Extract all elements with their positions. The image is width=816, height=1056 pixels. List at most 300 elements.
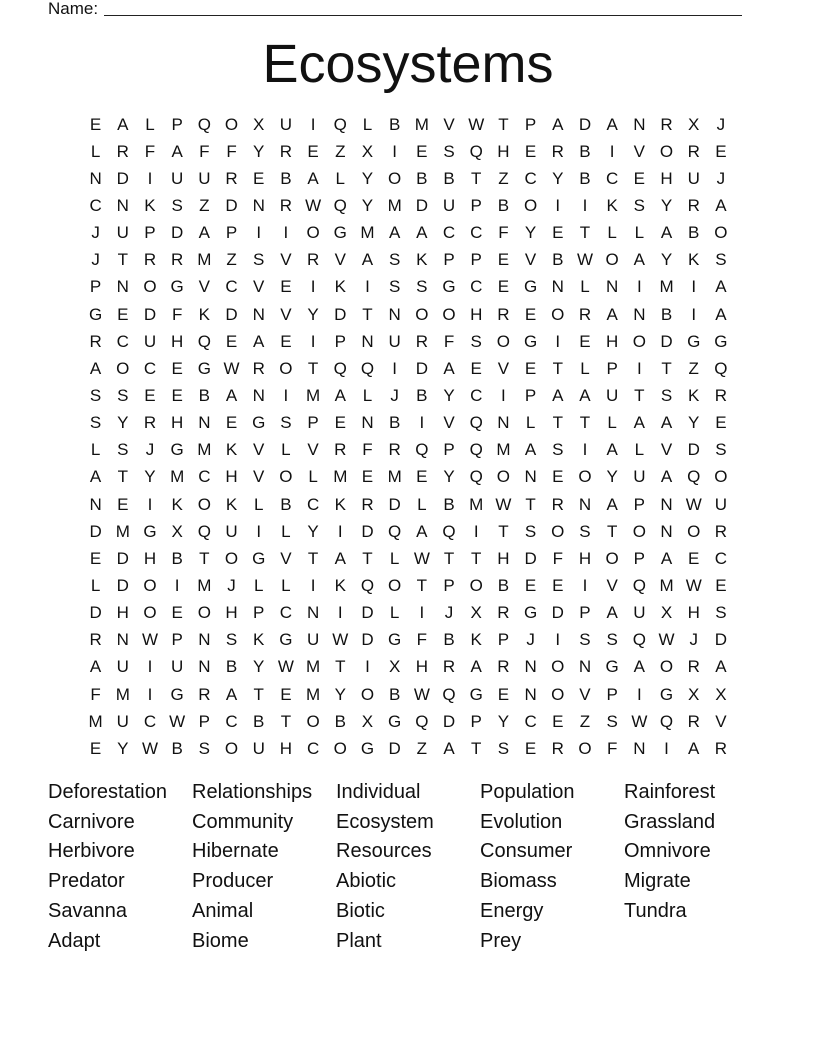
grid-letter: N	[660, 494, 673, 514]
grid-letter: P	[606, 358, 618, 378]
grid-letter: E	[171, 385, 183, 405]
grid-row	[82, 382, 735, 409]
grid-letter: W	[141, 630, 158, 650]
grid-letter: B	[416, 168, 428, 188]
grid-letter: G	[523, 603, 538, 623]
grid-letter: N	[524, 684, 537, 704]
grid-letter: O	[523, 195, 538, 215]
grid-letter: I	[147, 168, 153, 188]
grid-letter: P	[633, 494, 646, 514]
grid-letter: C	[143, 711, 157, 731]
grid-letter: X	[361, 141, 374, 161]
grid-letter: Y	[253, 141, 265, 161]
grid-letter: A	[606, 603, 618, 623]
grid-letter: V	[524, 250, 537, 270]
grid-letter: D	[171, 223, 184, 243]
word-list-item: Tundra	[624, 899, 687, 922]
grid-letter: P	[171, 630, 183, 650]
grid-letter: A	[552, 114, 564, 134]
grid-letter: A	[660, 548, 673, 568]
grid-letter: A	[633, 250, 646, 270]
grid-letter: D	[225, 195, 238, 215]
grid-letter: S	[253, 250, 265, 270]
grid-letter: L	[417, 494, 427, 514]
grid-letter: U	[198, 168, 211, 188]
grid-letter: K	[225, 494, 238, 514]
grid-letter: R	[687, 711, 700, 731]
grid-letter: I	[337, 603, 343, 623]
grid-letter: T	[525, 494, 536, 514]
grid-letter: A	[552, 385, 564, 405]
grid-letter: E	[524, 304, 537, 324]
grid-letter: L	[580, 277, 590, 297]
grid-letter: O	[279, 467, 293, 487]
grid-letter: E	[715, 413, 727, 433]
grid-letter: E	[89, 114, 102, 134]
grid-letter: Y	[144, 467, 156, 487]
grid-letter: Q	[714, 358, 728, 378]
grid-letter: H	[660, 168, 673, 188]
grid-letter: C	[524, 168, 537, 188]
grid-letter: I	[555, 195, 561, 215]
grid-letter: X	[171, 521, 183, 541]
word-list-item: Individual	[336, 781, 421, 803]
grid-letter: J	[91, 250, 100, 270]
grid-letter: C	[225, 277, 238, 297]
grid-letter: D	[89, 603, 102, 623]
grid-letter: W	[685, 494, 702, 514]
grid-letter: P	[633, 548, 646, 568]
grid-letter: I	[283, 223, 289, 243]
grid-letter: B	[388, 114, 401, 134]
grid-letter: Y	[253, 657, 265, 677]
grid-letter: R	[143, 413, 157, 433]
grid-letter: R	[660, 114, 673, 134]
grid-letter: L	[90, 575, 101, 595]
grid-letter: W	[413, 684, 430, 704]
word-list-item: Biome	[192, 929, 249, 952]
word-list-item: Biotic	[336, 899, 385, 922]
grid-letter: P	[334, 331, 346, 351]
grid-letter: Q	[333, 358, 347, 378]
grid-letter: E	[633, 168, 646, 188]
grid-letter: B	[388, 684, 401, 704]
grid-letter: N	[198, 413, 211, 433]
grid-letter: S	[552, 440, 564, 460]
grid-letter: L	[253, 575, 264, 595]
grid-letter: J	[390, 385, 399, 405]
grid-letter: L	[580, 358, 590, 378]
grid-letter: C	[524, 711, 537, 731]
grid-letter: E	[552, 711, 564, 731]
grid-letter: I	[147, 494, 153, 514]
grid-letter: L	[525, 413, 536, 433]
grid-letter: E	[579, 331, 591, 351]
grid-letter: I	[555, 630, 561, 650]
grid-letter: I	[256, 521, 262, 541]
grid-letter: E	[470, 358, 482, 378]
grid-letter: A	[416, 223, 428, 243]
grid-letter: Y	[117, 413, 129, 433]
word-list-item: Evolution	[480, 810, 563, 833]
grid-letter: Q	[415, 711, 429, 731]
grid-letter: W	[141, 738, 158, 758]
grid-letter: I	[392, 141, 398, 161]
page-title: Ecosystems	[262, 34, 554, 94]
grid-letter: T	[498, 521, 509, 541]
grid-row	[82, 572, 735, 599]
grid-row	[82, 111, 735, 138]
grid-letter: G	[523, 331, 538, 351]
grid-letter: A	[633, 657, 646, 677]
grid-letter: N	[198, 657, 211, 677]
grid-letter: B	[443, 168, 455, 188]
grid-letter: L	[607, 413, 617, 433]
grid-letter: B	[171, 738, 183, 758]
grid-letter: T	[117, 250, 128, 270]
grid-letter: I	[664, 738, 669, 758]
grid-letter: K	[198, 304, 211, 324]
grid-letter: P	[171, 114, 183, 134]
grid-letter: H	[279, 738, 293, 758]
grid-letter: M	[88, 711, 103, 731]
grid-letter: A	[579, 385, 591, 405]
grid-letter: S	[524, 521, 537, 541]
grid-letter: A	[633, 413, 646, 433]
grid-row	[82, 491, 735, 518]
grid-letter: D	[388, 494, 401, 514]
grid-letter: S	[171, 195, 183, 215]
grid-letter: Q	[360, 358, 375, 378]
grid-letter: Q	[442, 521, 456, 541]
grid-letter: C	[143, 358, 157, 378]
word-list-item: Plant	[336, 929, 382, 952]
grid-letter: E	[688, 548, 700, 568]
grid-letter: S	[280, 413, 292, 433]
grid-letter: E	[497, 250, 510, 270]
grid-letter: W	[576, 250, 593, 270]
grid-letter: N	[524, 467, 537, 487]
grid-letter: L	[90, 141, 101, 161]
grid-letter: Z	[498, 168, 509, 188]
grid-letter: Q	[333, 195, 347, 215]
grid-letter: K	[688, 250, 700, 270]
grid-letter: D	[660, 331, 673, 351]
grid-letter: O	[415, 304, 429, 324]
grid-letter: H	[171, 413, 184, 433]
grid-letter: C	[116, 331, 129, 351]
grid-letter: O	[551, 521, 565, 541]
grid-letter: E	[117, 304, 129, 324]
grid-letter: A	[334, 548, 346, 568]
grid-letter: I	[609, 141, 615, 161]
grid-letter: G	[360, 738, 375, 758]
grid-letter: I	[283, 385, 289, 405]
grid-letter: Y	[443, 467, 455, 487]
grid-letter: G	[333, 223, 347, 243]
grid-letter: R	[171, 250, 184, 270]
grid-letter: T	[606, 521, 618, 541]
grid-letter: O	[469, 575, 483, 595]
grid-letter: Q	[632, 630, 646, 650]
grid-letter: D	[442, 711, 456, 731]
grid-letter: P	[470, 250, 482, 270]
grid-letter: N	[252, 304, 265, 324]
grid-row	[82, 328, 735, 355]
grid-letter: Q	[469, 141, 483, 161]
grid-letter: G	[143, 521, 157, 541]
grid-letter: E	[497, 684, 510, 704]
grid-letter: A	[606, 114, 618, 134]
grid-letter: B	[579, 141, 591, 161]
grid-letter: Q	[659, 711, 674, 731]
grid-letter: E	[361, 467, 374, 487]
grid-letter: S	[715, 603, 727, 623]
grid-letter: G	[605, 657, 619, 677]
grid-letter: T	[579, 223, 591, 243]
grid-letter: U	[252, 738, 265, 758]
grid-letter: O	[659, 657, 674, 677]
grid-letter: U	[171, 168, 184, 188]
grid-letter: W	[495, 494, 512, 514]
grid-letter: A	[715, 657, 727, 677]
grid-letter: W	[169, 711, 186, 731]
grid-letter: I	[636, 684, 642, 704]
grid-letter: O	[714, 467, 728, 487]
grid-letter: V	[443, 413, 455, 433]
grid-letter: O	[197, 494, 211, 514]
grid-letter: N	[497, 413, 510, 433]
grid-letter: O	[224, 738, 239, 758]
grid-letter: N	[252, 385, 265, 405]
grid-letter: O	[333, 738, 347, 758]
grid-letter: E	[524, 358, 537, 378]
grid-letter: F	[171, 304, 183, 324]
grid-letter: N	[89, 168, 102, 188]
grid-letter: G	[523, 277, 538, 297]
grid-letter: A	[117, 114, 129, 134]
grid-letter: M	[387, 195, 402, 215]
grid-letter: D	[116, 168, 129, 188]
grid-letter: H	[171, 331, 184, 351]
grid-letter: R	[551, 494, 564, 514]
grid-letter: I	[636, 358, 642, 378]
grid-letter: A	[688, 738, 700, 758]
grid-letter: N	[578, 657, 592, 677]
word-list-item: Predator	[48, 870, 125, 893]
grid-letter: T	[579, 413, 591, 433]
grid-letter: Q	[388, 521, 402, 541]
grid-letter: Y	[117, 738, 129, 758]
grid-letter: L	[335, 168, 346, 188]
grid-letter: H	[415, 657, 428, 677]
grid-letter: O	[551, 657, 565, 677]
grid-letter: R	[361, 494, 374, 514]
name-line	[104, 15, 742, 16]
grid-letter: N	[116, 630, 129, 650]
grid-letter: M	[306, 385, 321, 405]
word-list-item: Savanna	[48, 899, 127, 922]
grid-letter: R	[714, 738, 728, 758]
grid-letter: H	[578, 548, 592, 568]
grid-letter: Z	[688, 358, 699, 378]
grid-letter: R	[551, 141, 564, 161]
grid-letter: E	[524, 575, 537, 595]
grid-letter: N	[551, 277, 564, 297]
grid-letter: T	[362, 304, 373, 324]
grid-row	[82, 600, 735, 627]
grid-letter: G	[388, 630, 402, 650]
grid-letter: R	[89, 331, 102, 351]
grid-row	[82, 355, 735, 382]
grid-letter: E	[225, 331, 238, 351]
grid-letter: Z	[335, 141, 346, 161]
grid-letter: P	[443, 250, 455, 270]
grid-letter: I	[419, 603, 425, 623]
grid-letter: A	[307, 168, 319, 188]
grid-letter: D	[388, 738, 401, 758]
grid-letter: P	[470, 711, 482, 731]
grid-letter: D	[361, 521, 374, 541]
grid-letter: E	[171, 603, 183, 623]
grid-letter: S	[225, 630, 238, 650]
grid-letter: B	[660, 304, 673, 324]
grid-letter: P	[253, 603, 265, 623]
grid-letter: F	[90, 684, 101, 704]
grid-letter: J	[145, 440, 155, 460]
grid-letter: K	[688, 385, 700, 405]
word-list-item: Resources	[336, 840, 432, 863]
grid-letter: V	[497, 358, 510, 378]
grid-letter: T	[253, 684, 264, 704]
grid-letter: X	[388, 657, 401, 677]
grid-letter: N	[116, 195, 129, 215]
grid-letter: C	[470, 277, 483, 297]
grid-letter: K	[334, 494, 346, 514]
grid-letter: W	[277, 657, 294, 677]
grid-letter: N	[116, 277, 129, 297]
grid-letter: O	[279, 358, 293, 378]
grid-letter: Z	[416, 738, 428, 758]
grid-letter: O	[632, 331, 646, 351]
grid-letter: E	[171, 358, 183, 378]
grid-letter: O	[224, 548, 239, 568]
grid-letter: F	[144, 141, 156, 161]
grid-letter: E	[552, 467, 564, 487]
grid-letter: V	[280, 304, 292, 324]
grid-letter: I	[555, 331, 561, 351]
grid-row	[82, 735, 735, 762]
grid-letter: R	[306, 250, 320, 270]
grid-letter: Q	[197, 521, 211, 541]
grid-letter: A	[361, 250, 374, 270]
grid-letter: C	[225, 711, 238, 731]
grid-letter: E	[524, 141, 537, 161]
word-list-item: Migrate	[624, 870, 691, 893]
grid-letter: K	[171, 494, 183, 514]
grid-letter: U	[225, 521, 238, 541]
grid-letter: E	[280, 331, 292, 351]
grid-letter: V	[307, 440, 319, 460]
grid-letter: X	[660, 603, 673, 623]
grid-letter: A	[388, 223, 401, 243]
grid-letter: R	[143, 250, 157, 270]
grid-letter: D	[143, 304, 157, 324]
grid-letter: H	[687, 603, 700, 623]
grid-letter: X	[688, 684, 700, 704]
grid-letter: W	[223, 358, 240, 378]
grid-letter: A	[715, 277, 727, 297]
grid-letter: P	[307, 413, 319, 433]
grid-letter: C	[606, 168, 619, 188]
grid-letter: E	[89, 738, 102, 758]
grid-letter: I	[473, 521, 479, 541]
grid-letter: O	[388, 168, 402, 188]
grid-letter: O	[605, 548, 619, 568]
grid-letter: G	[469, 684, 483, 704]
grid-letter: Q	[415, 440, 429, 460]
grid-letter: E	[334, 413, 346, 433]
grid-letter: A	[606, 304, 618, 324]
grid-letter: E	[225, 413, 238, 433]
grid-letter: S	[416, 277, 428, 297]
grid-letter: Q	[469, 413, 483, 433]
grid-letter: S	[660, 385, 673, 405]
grid-letter: I	[310, 277, 316, 297]
grid-letter: Q	[360, 575, 375, 595]
grid-letter: T	[552, 358, 563, 378]
grid-letter: U	[116, 657, 129, 677]
grid-letter: M	[333, 467, 348, 487]
grid-letter: S	[198, 738, 211, 758]
grid-letter: N	[388, 304, 401, 324]
grid-letter: E	[89, 548, 102, 568]
grid-letter: F	[226, 141, 237, 161]
grid-letter: V	[443, 114, 455, 134]
grid-letter: T	[117, 467, 128, 487]
grid-letter: I	[392, 358, 398, 378]
grid-letter: I	[636, 277, 642, 297]
grid-letter: O	[659, 141, 674, 161]
grid-letter: U	[171, 657, 184, 677]
grid-letter: V	[606, 575, 618, 595]
grid-letter: D	[578, 114, 592, 134]
grid-letter: F	[606, 738, 618, 758]
word-list-item: Prey	[480, 929, 522, 952]
grid-letter: W	[685, 575, 702, 595]
grid-letter: Q	[197, 331, 211, 351]
word-list-item: Biomass	[480, 870, 557, 893]
grid-letter: L	[362, 114, 373, 134]
grid-letter: I	[582, 195, 588, 215]
grid-letter: H	[606, 331, 619, 351]
grid-letter: O	[714, 223, 728, 243]
grid-letter: S	[89, 385, 102, 405]
grid-letter: U	[116, 223, 129, 243]
grid-letter: D	[225, 304, 238, 324]
grid-letter: K	[470, 630, 482, 650]
grid-letter: R	[116, 141, 129, 161]
grid-letter: R	[334, 440, 347, 460]
grid-letter: B	[552, 250, 564, 270]
word-list-item: Population	[480, 781, 575, 803]
grid-letter: S	[606, 630, 618, 650]
grid-letter: R	[714, 385, 728, 405]
grid-row	[82, 138, 735, 165]
grid-letter: N	[633, 738, 646, 758]
grid-letter: R	[497, 657, 510, 677]
grid-letter: D	[116, 548, 129, 568]
